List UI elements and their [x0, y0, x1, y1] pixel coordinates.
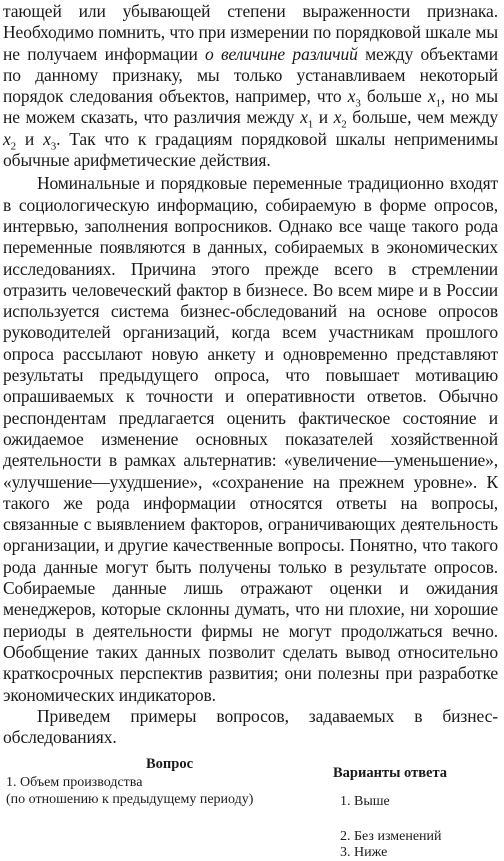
text-run: и [16, 128, 44, 149]
paragraph-business-surveys [3, 173, 498, 705]
italic-term: x [427, 86, 436, 107]
subscript-index: 1 [435, 97, 441, 110]
text-run: между объектами по данному признаку, мы только устанавливаем некоторый порядок следования объектов, например, что [3, 43, 498, 107]
subscript-index: 1 [307, 118, 314, 131]
text-run: , но мы не можем сказать, что различия между [3, 86, 498, 128]
paragraph-ordinal-scale [3, 1, 498, 171]
answers-column-header: Варианты ответа [333, 765, 448, 782]
italic-term: о величине различий [205, 43, 358, 64]
italic-term: x [347, 86, 356, 107]
survey-question-table [3, 756, 498, 860]
text-run: тающей или убывающей степени выраженности признака. Необходимо помнить, что при измерении по порядковой шкале мы не получаем информации [3, 1, 498, 64]
text-run: Приведем примеры вопросов, задаваемых в бизнес-обследованиях. [3, 705, 498, 748]
answer-option-no-change: 2. Без изменений [340, 829, 442, 845]
question-production-volume: 1. Объем производства (по отношению к предыдущему периоду) [6, 775, 254, 808]
answer-option-lower: 3. Ниже [340, 845, 388, 861]
italic-term: x [333, 107, 342, 128]
paragraph-examples-intro [3, 706, 498, 749]
text-run: Номинальные и порядковые переменные традиционно входят в социологическую информацию, собираемую в форме опросов, интервью, заполнения вопросников. Однако все чаще такого рода переменные появляются в данных, собираемых в экономических исследованиях. Причина этого прежде всего в стремлении отразить человеческий фактор в бизнесе. Во всем мире и в России используется система бизнес-обследований на основе опросов руководителей организаций, когда всем участникам прошлого опроса рассылают новую анкету и одновременно представляют результаты предыдущего опроса, что повышает мотивацию опрашиваемых к точности и оперативности ответов. Обычно респондентам предлагается оценить фактическое состояние и ожидаемое изменение основных показателей хозяйственной деятельности в рамках альтернатив: «увеличение—уменьшение», «улучшение—ухудшение», «сохранение на прежнем уровне». К такого же рода информации относятся ответы на вопросы, связанные с выявлением факторов, ограничивающих деятельность организации, и другие качественные вопросы. Понятно, что такого рода данные могут быть получены только в результате опросов. Собираемые данные лишь отражают оценки и ожидания менеджеров, которые склонны думать, что ни плохие, ни хорошие периоды в деятельности фирмы не могут продолжаться вечно. Обобщение таких данных позволит сделать вывод относительно краткосрочных перспектив развития; они полезны при разработке экономических индикаторов. [3, 173, 498, 705]
text-run: и [313, 107, 334, 128]
subscript-index: 2 [10, 140, 17, 153]
subscript-index: 3 [50, 140, 57, 153]
italic-term: x [3, 128, 11, 149]
text-run: больше [360, 86, 428, 107]
subscript-index: 3 [355, 97, 361, 110]
text-run: больше, чем между [346, 107, 499, 128]
text-run: . Так что к градациям порядковой шкалы неприменимы обычные арифметические действия. [3, 128, 498, 171]
subscript-index: 2 [341, 118, 347, 131]
italic-term: x [43, 128, 51, 149]
question-column-header: Вопрос [146, 756, 194, 773]
answer-option-higher: 1. Выше [340, 794, 390, 810]
italic-term: x [300, 107, 308, 128]
